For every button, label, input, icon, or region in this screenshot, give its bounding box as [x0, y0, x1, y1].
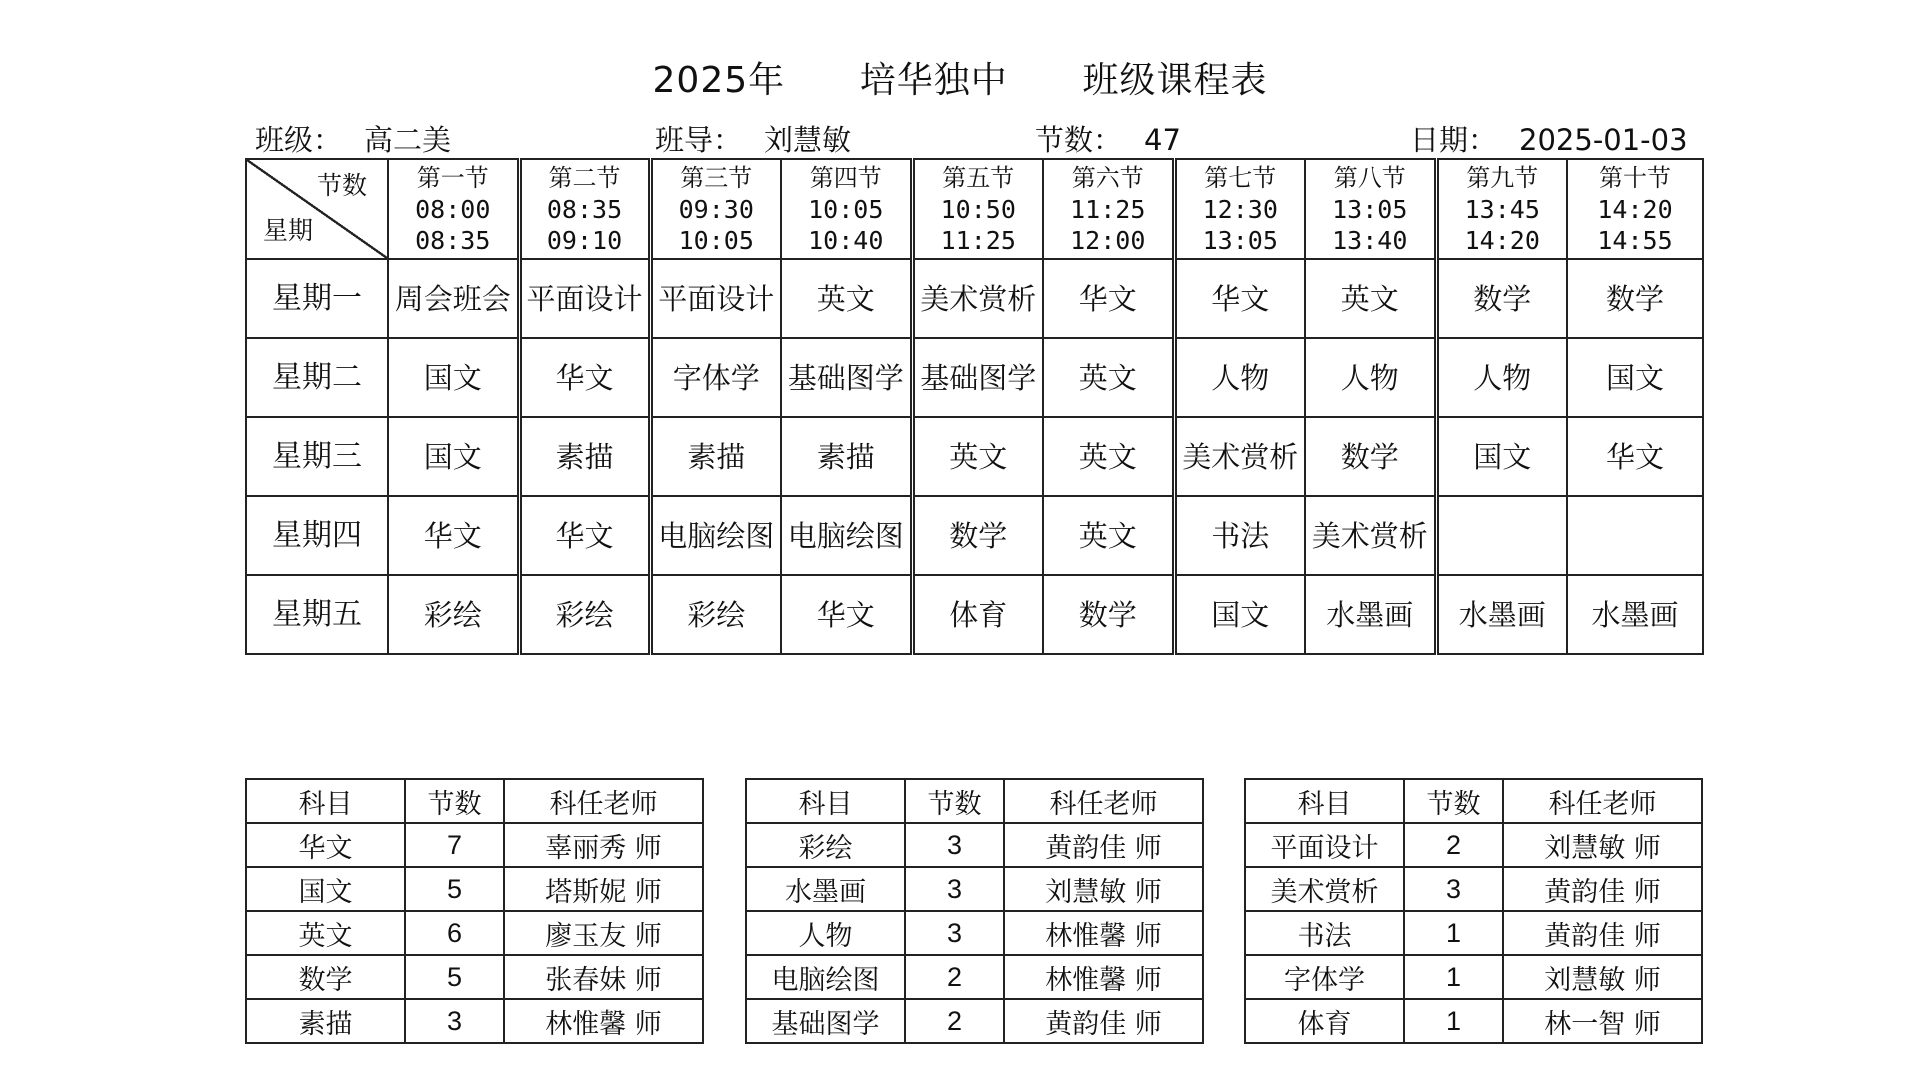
subject-table-3: [1244, 778, 1703, 1044]
advisor-info: [655, 118, 851, 159]
count-header: 节数: [905, 779, 1004, 823]
class-cell: 书法: [1174, 496, 1305, 575]
subject-count: 7: [405, 823, 504, 867]
corner-periods-label: 节数: [316, 171, 367, 200]
subject-count: 3: [905, 823, 1004, 867]
weekday-cell: 星期四: [246, 496, 388, 575]
subject-name: 英文: [246, 911, 405, 955]
subject-table-2: [745, 778, 1204, 1044]
subject-count: 6: [405, 911, 504, 955]
period-name: 第十节: [1599, 163, 1671, 192]
class-cell: 华文: [1567, 417, 1703, 496]
class-cell: 美术赏析: [1174, 417, 1305, 496]
class-cell: 彩绘: [650, 575, 781, 654]
class-cell: 素描: [781, 417, 912, 496]
period-start: 09:30: [678, 194, 754, 224]
subject-teacher: 林惟馨 师: [1004, 911, 1203, 955]
class-cell: 电脑绘图: [650, 496, 781, 575]
period-name: 第三节: [680, 163, 753, 192]
period-start: 10:05: [808, 194, 884, 224]
class-cell: 水墨画: [1436, 575, 1567, 654]
subject-count: 3: [1404, 867, 1503, 911]
period-start: 12:30: [1202, 194, 1278, 224]
period-header: [1043, 159, 1174, 259]
period-end: 09:10: [546, 225, 623, 255]
period-end: 08:35: [415, 225, 491, 255]
subject-header: 科目: [746, 779, 905, 823]
schedule-header-row: [246, 159, 1703, 259]
period-start: 13:45: [1464, 194, 1540, 224]
class-cell: 英文: [781, 259, 912, 338]
period-header: [650, 159, 781, 259]
subject-table-1: [245, 778, 704, 1044]
subject-teacher: 黄韵佳 师: [1004, 823, 1203, 867]
subject-row: [1245, 999, 1702, 1043]
class-cell: 国文: [1567, 338, 1703, 417]
subject-teacher: 刘慧敏 师: [1503, 823, 1702, 867]
subject-name: 平面设计: [1245, 823, 1404, 867]
date-value: 2025-01-03: [1519, 123, 1688, 157]
date-info: [1410, 118, 1688, 159]
class-cell: 平面设计: [519, 259, 650, 338]
period-header: [1567, 159, 1703, 259]
subject-name: 体育: [1245, 999, 1404, 1043]
count-header: 节数: [405, 779, 504, 823]
period-end: 14:20: [1464, 225, 1540, 255]
period-header: [388, 159, 519, 259]
period-header: [781, 159, 912, 259]
subject-row: [1245, 867, 1702, 911]
class-cell: 数学: [1567, 259, 1703, 338]
subject-name: 美术赏析: [1245, 867, 1404, 911]
subject-count: 2: [905, 955, 1004, 999]
schedule-table: [245, 158, 1704, 655]
schedule-row: [246, 575, 1703, 654]
advisor-value: 刘慧敏: [764, 123, 852, 157]
subject-row: [246, 955, 703, 999]
subject-name: 华文: [246, 823, 405, 867]
periods-value: 47: [1144, 123, 1181, 157]
subject-name: 素描: [246, 999, 405, 1043]
subject-name: 基础图学: [746, 999, 905, 1043]
weekday-cell: 星期五: [246, 575, 388, 654]
class-cell: 数学: [1043, 575, 1174, 654]
period-name: 第七节: [1204, 163, 1277, 192]
class-cell: 华文: [519, 338, 650, 417]
class-cell: 人物: [1305, 338, 1436, 417]
class-cell: 华文: [388, 496, 519, 575]
subject-count: 3: [905, 867, 1004, 911]
subject-name: 数学: [246, 955, 405, 999]
period-name: 第五节: [942, 163, 1015, 192]
period-end: 14:55: [1597, 225, 1673, 255]
subject-name: 书法: [1245, 911, 1404, 955]
schedule-row: [246, 417, 1703, 496]
subject-teacher: 林一智 师: [1503, 999, 1702, 1043]
subject-teacher: 黄韵佳 师: [1004, 999, 1203, 1043]
class-cell: 平面设计: [650, 259, 781, 338]
class-cell: 水墨画: [1567, 575, 1703, 654]
class-cell: 英文: [912, 417, 1043, 496]
subject-count: 1: [1404, 999, 1503, 1043]
period-name: 第四节: [809, 163, 882, 192]
subject-count: 2: [1404, 823, 1503, 867]
class-info: [255, 118, 451, 159]
class-cell: 华文: [519, 496, 650, 575]
class-cell: 国文: [388, 417, 519, 496]
subject-count: 1: [1404, 955, 1503, 999]
subject-header-row: [246, 779, 703, 823]
subject-header-row: [1245, 779, 1702, 823]
subject-teacher: 廖玉友 师: [504, 911, 703, 955]
teacher-header: 科任老师: [1503, 779, 1702, 823]
class-cell: [1436, 496, 1567, 575]
corner-weekday-label: 星期: [263, 216, 314, 245]
subject-count: 3: [405, 999, 504, 1043]
periods-label: 节数：: [1035, 123, 1123, 157]
period-name: 第二节: [548, 163, 621, 192]
period-start: 08:35: [546, 194, 623, 224]
teacher-header: 科任老师: [1004, 779, 1203, 823]
period-name: 第九节: [1466, 163, 1539, 192]
period-name: 第一节: [416, 163, 489, 192]
subject-row: [1245, 955, 1702, 999]
class-value: 高二美: [364, 123, 452, 157]
subject-row: [246, 867, 703, 911]
subject-teacher: 黄韵佳 师: [1503, 867, 1702, 911]
subject-name: 水墨画: [746, 867, 905, 911]
subject-row: [246, 999, 703, 1043]
weekday-cell: 星期三: [246, 417, 388, 496]
class-cell: 国文: [1174, 575, 1305, 654]
class-cell: 周会班会: [388, 259, 519, 338]
period-end: 11:25: [940, 225, 1016, 255]
subject-teacher: 刘慧敏 师: [1004, 867, 1203, 911]
class-cell: 华文: [781, 575, 912, 654]
subject-header: 科目: [246, 779, 405, 823]
class-cell: 数学: [912, 496, 1043, 575]
subject-count: 5: [405, 867, 504, 911]
schedule-row: [246, 338, 1703, 417]
class-cell: 基础图学: [781, 338, 912, 417]
class-cell: 英文: [1305, 259, 1436, 338]
subject-row: [746, 867, 1203, 911]
subject-header: 科目: [1245, 779, 1404, 823]
class-cell: 彩绘: [519, 575, 650, 654]
subject-row: [746, 823, 1203, 867]
subject-teacher: 林惟馨 师: [1004, 955, 1203, 999]
subject-count: 1: [1404, 911, 1503, 955]
subject-teacher: 张春妹 师: [504, 955, 703, 999]
subject-row: [1245, 823, 1702, 867]
subject-row: [746, 955, 1203, 999]
period-name: 第八节: [1333, 163, 1406, 192]
schedule-row: [246, 259, 1703, 338]
class-cell: 体育: [912, 575, 1043, 654]
period-start: 14:20: [1597, 194, 1673, 224]
period-header: [1174, 159, 1305, 259]
subject-count: 5: [405, 955, 504, 999]
class-cell: 素描: [519, 417, 650, 496]
subject-header-row: [746, 779, 1203, 823]
periods-info: [1035, 118, 1181, 159]
period-header: [519, 159, 650, 259]
class-cell: 英文: [1043, 338, 1174, 417]
class-cell: 数学: [1305, 417, 1436, 496]
subject-row: [746, 999, 1203, 1043]
class-cell: 国文: [1436, 417, 1567, 496]
class-cell: 英文: [1043, 496, 1174, 575]
period-end: 12:00: [1070, 225, 1146, 255]
subject-row: [1245, 911, 1702, 955]
subject-count: 2: [905, 999, 1004, 1043]
period-start: 11:25: [1070, 194, 1146, 224]
period-header: [912, 159, 1043, 259]
class-cell: [1567, 496, 1703, 575]
period-end: 13:05: [1202, 225, 1278, 255]
subject-count: 3: [905, 911, 1004, 955]
weekday-cell: 星期二: [246, 338, 388, 417]
date-label: 日期：: [1410, 123, 1498, 157]
period-name: 第六节: [1071, 163, 1144, 192]
subject-name: 字体学: [1245, 955, 1404, 999]
class-label: 班级：: [255, 123, 343, 157]
subject-name: 彩绘: [746, 823, 905, 867]
subject-teacher: 黄韵佳 师: [1503, 911, 1702, 955]
class-cell: 电脑绘图: [781, 496, 912, 575]
teacher-header: 科任老师: [504, 779, 703, 823]
class-cell: 人物: [1436, 338, 1567, 417]
schedule-row: [246, 496, 1703, 575]
class-cell: 华文: [1043, 259, 1174, 338]
class-cell: 字体学: [650, 338, 781, 417]
period-header: [1305, 159, 1436, 259]
weekday-cell: 星期一: [246, 259, 388, 338]
class-cell: 基础图学: [912, 338, 1043, 417]
class-cell: 数学: [1436, 259, 1567, 338]
class-cell: 美术赏析: [1305, 496, 1436, 575]
period-start: 13:05: [1332, 194, 1408, 224]
class-cell: 英文: [1043, 417, 1174, 496]
subject-row: [246, 911, 703, 955]
subject-teacher: 塔斯妮 师: [504, 867, 703, 911]
class-cell: 国文: [388, 338, 519, 417]
class-cell: 素描: [650, 417, 781, 496]
subject-name: 国文: [246, 867, 405, 911]
subject-teacher: 林惟馨 师: [504, 999, 703, 1043]
class-cell: 美术赏析: [912, 259, 1043, 338]
period-start: 08:00: [415, 194, 491, 224]
page-title: 2025年 培华独中 班级课程表: [652, 60, 1268, 101]
period-start: 10:50: [940, 194, 1016, 224]
subject-teacher: 辜丽秀 师: [504, 823, 703, 867]
subject-row: [246, 823, 703, 867]
class-cell: 彩绘: [388, 575, 519, 654]
class-cell: 水墨画: [1305, 575, 1436, 654]
advisor-label: 班导：: [655, 123, 743, 157]
corner-cell: [246, 159, 388, 259]
period-end: 10:05: [678, 225, 754, 255]
count-header: 节数: [1404, 779, 1503, 823]
period-header: [1436, 159, 1567, 259]
subject-name: 人物: [746, 911, 905, 955]
period-end: 13:40: [1332, 225, 1408, 255]
subject-name: 电脑绘图: [746, 955, 905, 999]
subject-teacher: 刘慧敏 师: [1503, 955, 1702, 999]
period-end: 10:40: [808, 225, 884, 255]
subject-row: [746, 911, 1203, 955]
class-cell: 华文: [1174, 259, 1305, 338]
class-cell: 人物: [1174, 338, 1305, 417]
